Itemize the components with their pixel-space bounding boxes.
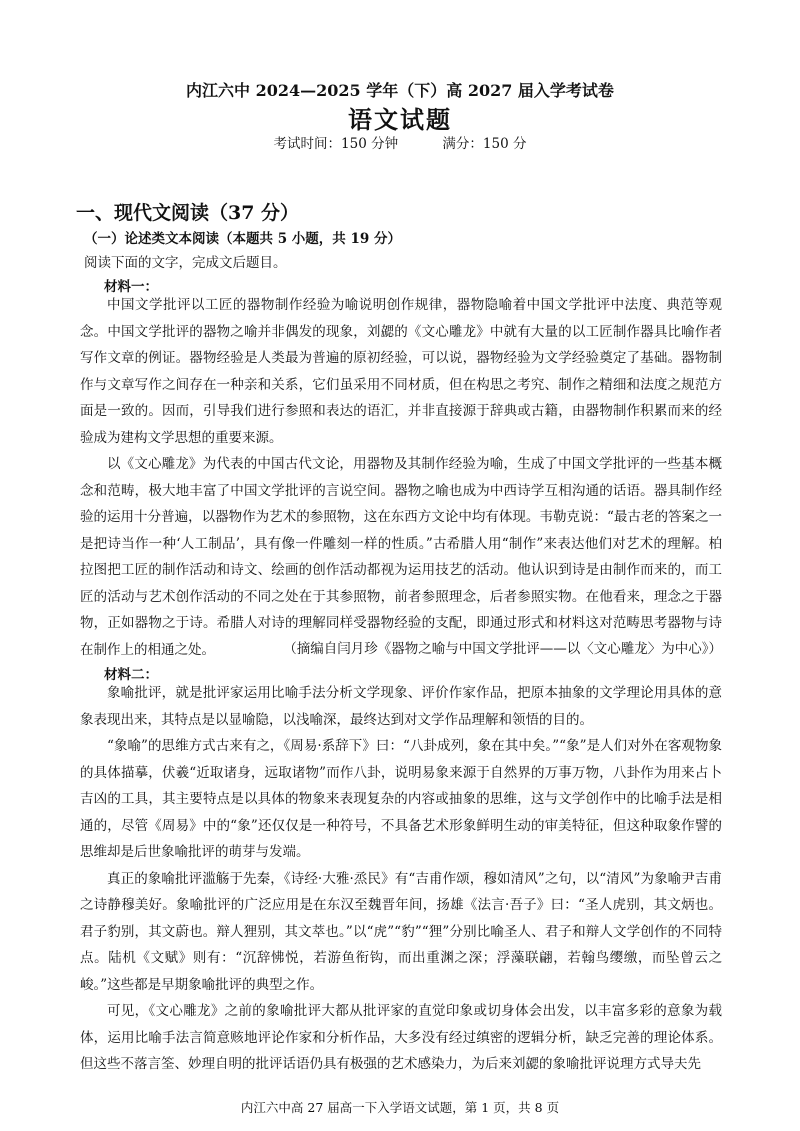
material-2-paragraph: 象喻批评，就是批评家运用比喻手法分析文学现象、评价作家作品，把原本抽象的文学理论用具体的意象表现出来，其特点是以显喻隐，以浅喻深，最终达到对文学作品理解和领悟的目的。 bbox=[80, 685, 722, 728]
exam-info bbox=[0, 132, 800, 152]
subject-title: 语文试题 bbox=[348, 105, 452, 134]
material-1-paragraph: 以《文心雕龙》为代表的中国古代文论，用器物及其制作经验为喻，生成了中国文学批评的一些基本概念和范畴，极大地丰富了中国文学批评的言说空间。器物之喻也成为中西诗学互相沟通的话语。器具制作经验的运用十分普遍，以器物作为艺术的参照物，这在东西方文论中均有体现。韦勒克说：“最古老的答案之一是把诗当作一种‘人工制品’，具有像一件雕刻一样的性质。”古希腊人用“制作”来表达他们对艺术的理解。柏拉图把工匠的制作活动和诗文、绘画的创作活动都视为运用技艺的活动。他认识到诗是由制作而来的，而工匠的活动与艺术创作活动的不同之处在于其参照物，前者参照理念，后者参照实物。在他看来，理念之于器物，正如器物之于诗。希腊人对诗的理解同样受器物经验的支配，即通过形式和材料这对范畴思考器物与诗在制作上的相通之处。 bbox=[80, 456, 722, 658]
material-2-body bbox=[80, 680, 722, 1078]
section-heading: 一、现代文阅读（37 分） bbox=[76, 202, 300, 224]
full-score: 满分：150 分 bbox=[442, 136, 527, 152]
material-1-label: 材料一： bbox=[104, 279, 158, 295]
exam-time: 考试时间：150 分钟 bbox=[273, 136, 399, 152]
subsection-heading: （一）论述类文本阅读（本题共 5 小题，共 19 分） bbox=[84, 231, 401, 247]
material-1-citation: （摘编自闫月珍《器物之喻与中国文学批评——以〈文心雕龙〉为中心》） bbox=[283, 641, 722, 657]
material-2-label: 材料二： bbox=[104, 667, 158, 683]
material-2-paragraph: 可见，《文心雕龙》之前的象喻批评大都从批评家的直觉印象或切身体会出发，以丰富多彩的意象为载体，运用比喻手法言简意赅地评论作家和分析作品，大多没有经过缜密的逻辑分析，缺乏完善的理论体系。但这些不落言筌、妙理自明的批评话语仍具有极强的艺术感染力，为后来刘勰的象喻批评说理方式导夫先 bbox=[80, 1003, 722, 1072]
reading-instruction: 阅读下面的文字，完成文后题目。 bbox=[84, 255, 287, 271]
material-2-paragraph: 真正的象喻批评滥觞于先秦，《诗经·大雅·烝民》有“吉甫作颂，穆如清风”之句，以“清风”为象喻尹吉甫之诗静穆美好。象喻批评的广泛应用是在东汉至魏晋年间，扬雄《法言·吾子》曰：“圣人虎别，其文炳也。君子豹别，其文蔚也。辩人狸别，其文萃也。”以“虎”“豹”“狸”分别比喻圣人、君子和辩人文学创作的不同特点。陆机《文赋》则有：“沉辞怫悦，若游鱼衔钩，而出重渊之深；浮藻联翩，若翰鸟缨缴，而坠曾云之峻。”这些都是早期象喻批评的典型之作。 bbox=[80, 870, 722, 993]
exam-title: 内江六中 2024—2025 学年（下）高 2027 届入学考试卷 bbox=[186, 81, 614, 100]
material-2-paragraph: “象喻”的思维方式古来有之，《周易·系辞下》曰：“八卦成列，象在其中矣。”“象”是人们对外在客观物象的具体描摹，伏羲“近取诸身，远取诸物”而作八卦，说明易象来源于自然界的万事万物，八卦作为用来占卜吉凶的工具，其主要特点是以具体的物象来表现复杂的内容或抽象的思维，这与文学创作中的比喻手法是相通的，尽管《周易》中的“象”还仅仅是一种符号，不具备艺术形象鲜明生动的审美特征，但这种取象作譬的思维却是后世象喻批评的萌芽与发端。 bbox=[80, 738, 722, 860]
material-1-body bbox=[80, 292, 722, 663]
material-1-paragraph: 中国文学批评以工匠的器物制作经验为喻说明创作规律，器物隐喻着中国文学批评中法度、典范等观念。中国文学批评的器物之喻并非偶发的现象，刘勰的《文心雕龙》中就有大量的以工匠制作器具比喻作者写作文章的例证。器物经验是人类最为普遍的原初经验，可以说，器物经验为文学经验奠定了基础。器物制作与文章写作之间存在一种亲和关系，它们虽采用不同材质，但在构思之考究、制作之精细和法度之规范方面是一致的。因而，引导我们进行参照和表达的语汇，并非直接源于辞典或古籍，由器物制作积累而来的经验成为建构文学思想的重要来源。 bbox=[80, 297, 722, 446]
page-footer: 内江六中高 27 届高一下入学语文试题，第 1 页，共 8 页 bbox=[240, 1100, 560, 1115]
